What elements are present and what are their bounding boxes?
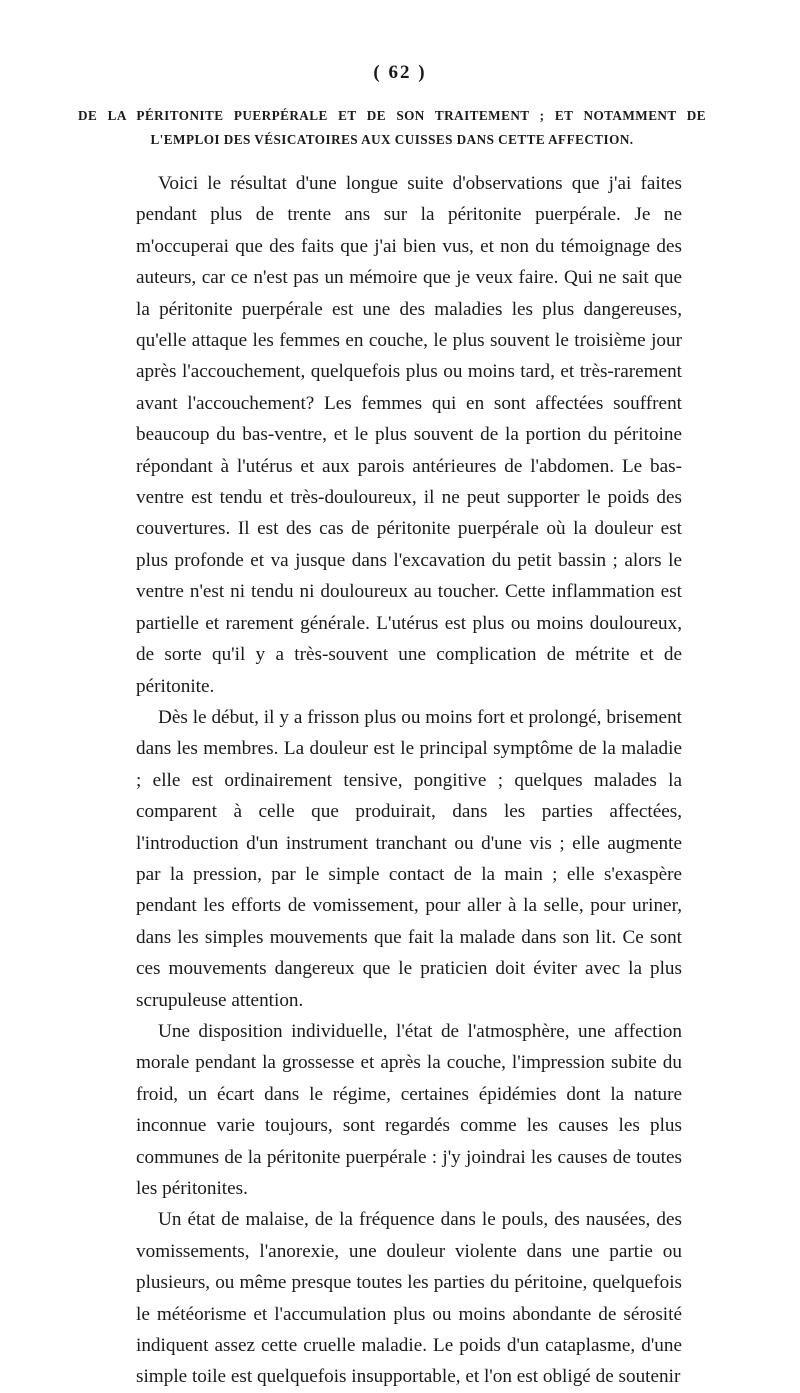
paragraph-3: Une disposition individuelle, l'état de l'atmosphère, une affection morale pendant la grossesse et après la couche, l'impression subite du froid, un écart dans le régime, certaines épidémies dont la nature inconnue varie toujours, sont regardés comme les causes les plus communes de la péritonite puerpérale : j'y joindrai les causes de toutes les péritonites. (136, 1020, 682, 1199)
paragraph-4: Un état de malaise, de la fréquence dans le pouls, des nausées, des vomissements, l'anorexie, une douleur violente dans une partie ou plusieurs, ou même presque toutes les parties du péritoine, quelquefois le météorisme et l'accumulation plus ou moins abondante de sérosité indiquent assez cette cruelle maladie. Le poids d'un cataplasme, d'une simple toile est quelquefois insupportable, et l'on est obligé de soutenir (136, 1209, 682, 1388)
paragraph-1: Voici le résultat d'une longue suite d'observations que j'ai faites pendant plus de trente ans sur la péritonite puerpérale. Je ne m'occuperai que des faits que j'ai bien vus, et non du témoignage des auteurs, car ce n'est pas un mémoire que je veux faire. Qui ne sait que la péritonite puerpérale est une des maladies les plus dangereuses, qu'elle attaque les femmes en couche, le plus souvent le troisième jour après l'accouchement, quelquefois plus ou moins tard, et très-rarement avant l'accouchement? Les femmes qui en sont affectées souffrent beaucoup du bas-ventre, et le plus souvent de la portion du péritoine répondant à l'utérus et aux parois antérieures de l'abdomen. Le bas-ventre est tendu et très-douloureux, il ne peut supporter le poids des couvertures. Il est des cas de péritonite puerpérale où la douleur est plus profonde et va jusque dans l'excavation du petit bassin ; alors le ventre n'est ni tendu ni douloureux au toucher. Cette inflammation est partielle et rarement générale. L'utérus est plus ou moins douloureux, de sorte qu'il y a très-souvent une complication de métrite et de péritonite. (136, 173, 682, 697)
body-text (136, 168, 682, 1393)
page-number: ( 62 ) (373, 62, 427, 83)
paragraph-2: Dès le début, il y a frisson plus ou moins fort et prolongé, brisement dans les membres. La douleur est le principal symptôme de la maladie ; elle est ordinairement tensive, pongitive ; quelques malades la comparent à celle que produirait, dans les parties affectées, l'introduction d'un instrument tranchant ou d'une vis ; elle augmente par la pression, par le simple contact de la main ; elle s'exaspère pendant les efforts de vomissement, pour aller à la selle, pour uriner, dans les simples mouvements que fait la malade dans son lit. Ce sont ces mouvements dangereux que le praticien doit éviter avec la plus scrupuleuse attention. (136, 706, 682, 1011)
section-heading: DE LA PÉRITONITE PUERPÉRALE ET DE SON TRAITEMENT ; ET NOTAMMENT DE L'EMPLOI DES VÉSICATOIRES AUX CUISSES DANS CETTE AFFECTION. (78, 108, 706, 147)
